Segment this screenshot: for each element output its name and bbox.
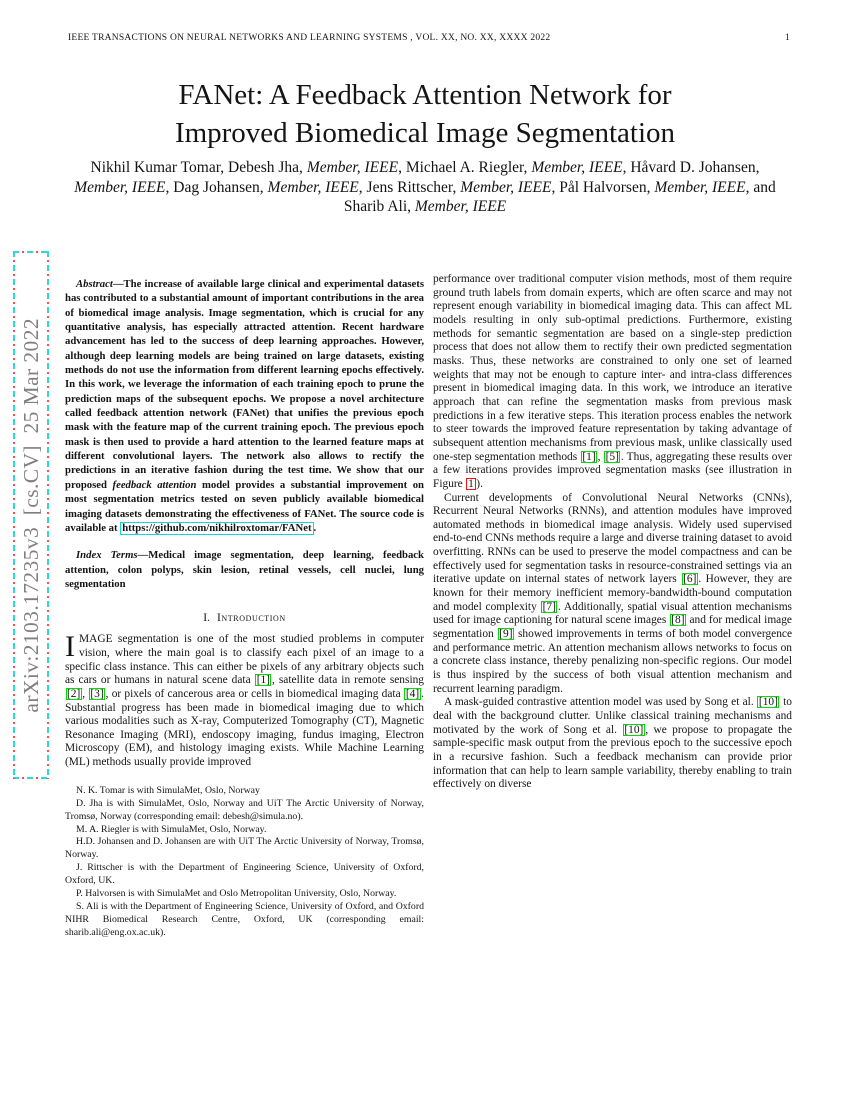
section-number: I. — [203, 611, 210, 625]
text-segment: . Additionally, spatial visual attention mechanisms used for image captioning for natural scene images — [433, 600, 792, 627]
text-segment: . — [313, 521, 317, 534]
italic-text: Member, IEEE — [414, 198, 507, 215]
figure-reference-link[interactable]: 1 — [468, 477, 474, 490]
text-segment: —Medical image segmentation, deep learning, feedback attention, colon polyps, skin lesion, retinal vessels, cell nuclei, lung segmentation — [65, 549, 424, 590]
italic-text: Member, IEEE — [267, 178, 359, 196]
source-code-url-link[interactable]: https://github.com/nikhilroxtomar/FANet — [122, 521, 312, 534]
author-line — [40, 158, 810, 178]
text-segment: , Jens Rittscher, — [358, 178, 461, 196]
index-terms-paragraph — [65, 548, 424, 591]
text-segment: Current developments of Convolutional Neural Networks (CNNs), Recurrent Neural Networks (RNNs), and attention modules have improved automated methods in biomedical image analysis. Widely used supervised end-to-end CNNs methods require a large and diverse training dataset to avoid overfitting. RNNs can be used to preserve the model compactness and can be effectively used for segmentation tasks in resource-constrained settings via an iterative update on internal states of network layers — [433, 491, 792, 586]
citation-link[interactable]: [2] — [67, 687, 81, 700]
column-right — [433, 273, 792, 940]
italic-text: Index Terms — [76, 549, 138, 562]
body-paragraph — [433, 492, 792, 697]
footnote: D. Jha is with SimulaMet, Oslo, Norway and UiT The Arctic University of Norway, Tromsø, Norway (corresponding email: debesh@simula.no). — [65, 797, 424, 822]
citation-link[interactable]: [1] — [256, 674, 270, 687]
drop-cap: I — [65, 630, 75, 664]
text-segment: , we propose to propagate the sample-specific mask output from the previous epoch to the successive epoch in a recursive fashion. Such a feedback mechanism can provide prior information that can help to learn sample variability, thereby enabling to train effectively on diverse — [433, 723, 792, 791]
text-segment: , satellite data in remote sensing — [271, 674, 424, 687]
footnote: P. Halvorsen is with SimulaMet and Oslo Metropolitan University, Oslo, Norway. — [76, 888, 397, 900]
arxiv-watermark[interactable] — [13, 251, 49, 779]
italic-text: feedback attention — [112, 478, 197, 491]
author-line — [40, 197, 810, 217]
running-header — [68, 33, 790, 43]
page-number: 1 — [785, 33, 790, 43]
italic-text: Member, IEEE — [74, 178, 166, 196]
intro-paragraph-text — [65, 630, 424, 769]
title-line-1: FANet: A Feedback Attention Network for — [178, 79, 672, 111]
text-segment: . Substantial progress has been made in biomedical imaging due to which various modalities such as X-ray, Computerized Tomography (CT), Magnetic Resonance Imaging (MRI), endoscopy imaging, fundus imaging, Electron Microscopy (EM), and histology imaging exists. While Machine Learning (ML) methods usually provide improved — [65, 687, 424, 769]
text-segment: , — [597, 450, 604, 463]
footnotes-block — [65, 785, 424, 940]
text-segment: A mask-guided contrastive attention model was used by Song et al. — [444, 696, 757, 709]
text-segment: and for medical image segmentation — [433, 614, 792, 641]
text-segment: to deal with the background clutter. Unlike classical training mechanisms and motivated by the work of Song et al. — [433, 696, 792, 736]
citation-link[interactable]: [10] — [758, 696, 778, 709]
footnote: M. A. Riegler is with SimulaMet, Oslo, Norway. — [76, 823, 267, 835]
text-segment: Nikhil Kumar Tomar, Debesh Jha, — [90, 159, 307, 176]
italic-text: Member, IEEE — [654, 178, 746, 196]
section-title: Introduction — [216, 611, 286, 625]
body-paragraph — [433, 696, 792, 792]
intro-paragraph — [65, 630, 424, 770]
author-line — [40, 178, 810, 198]
paper-title — [55, 76, 795, 152]
citation-link[interactable]: [8] — [671, 614, 685, 627]
text-segment: , and — [745, 178, 776, 196]
text-segment: , or pixels of cancerous area or cells in biomedical imaging data — [105, 687, 404, 700]
text-segment: , Håvard D. Johansen, — [622, 159, 760, 176]
footnote: N. K. Tomar is with SimulaMet, Oslo, Norway — [76, 784, 260, 796]
journal-line: IEEE TRANSACTIONS ON NEURAL NETWORKS AND LEARNING SYSTEMS , VOL. XX, NO. XX, XXXX 2022 — [68, 33, 551, 43]
citation-link[interactable]: [6] — [683, 573, 697, 586]
citation-link[interactable]: [10] — [624, 723, 644, 736]
text-segment: , Michael A. Riegler, — [398, 159, 532, 176]
italic-text: Abstract — [76, 278, 113, 290]
text-segment: , Dag Johansen, — [165, 178, 268, 196]
citation-link[interactable]: [5] — [605, 450, 619, 463]
text-segment: —The increase of available large clinical and experimental datasets has contributed to a substantial amount of important contributions in the area of biomedical image analysis. Image segmentation, which is crucial for any quantitative analysis, has especially attracted attention. Recent hardware advancement has led to the success of deep learning approaches. However, although deep learning models are being trained on large datasets, existing methods do not use the information from different learning epochs effectively. In this work, we leverage the information of each training epoch to prune the prediction maps of the subsequent epochs. We propose a novel architecture called feedback attention network (FANet) that unifies the previous epoch mask with the feature map of the current training epoch. The previous epoch mask is then used to provide a hard attention to the learned feature maps at different convolutional layers. The network also allows to rectify the predictions in an iterative fashion during the test time. We show that our proposed — [65, 278, 424, 491]
text-segment: MAGE segmentation is one of the most studied problems in computer vision, where the main goal is to classify each pixel of an image to a specific class instance. This can either be pixels of any arbitrary objects such as cars or humans in natural scene data — [65, 633, 424, 687]
text-segment: . However, they are known for their memory inefficient memory-bandwidth-bound computation and model complexity — [433, 573, 792, 613]
arxiv-watermark-text: arXiv:2103.17235v3 [cs.CV] 25 Mar 2022 — [18, 317, 43, 713]
italic-text: Member, IEEE — [306, 159, 399, 176]
footnote: J. Rittscher is with the Department of Engineering Science, University of Oxford, Oxford, UK. — [65, 862, 424, 887]
text-segment: ). — [476, 477, 483, 490]
abstract-paragraph — [65, 277, 424, 535]
citation-link[interactable]: [3] — [90, 687, 104, 700]
citation-link[interactable]: [4] — [405, 687, 420, 700]
two-column-body — [65, 273, 792, 940]
title-line-2: Improved Biomedical Image Segmentation — [174, 117, 676, 149]
text-segment: . Thus, aggregating these results over a few iterations provides improved segmentation masks (see illustration in Figure — [433, 450, 792, 490]
text-segment: model provides a substantial improvement on most segmentation metrics tested on seven publicly available biomedical imaging datasets demonstrating the effectiveness of FANet. The source code is available at — [65, 478, 424, 534]
body-paragraph — [433, 273, 792, 492]
citation-link[interactable]: [1] — [582, 450, 596, 463]
section-heading-introduction — [65, 611, 424, 624]
citation-link[interactable]: [7] — [542, 600, 556, 613]
text-segment: , Pål Halvorsen, — [551, 178, 655, 196]
citation-link[interactable]: [9] — [499, 628, 513, 641]
text-segment: Sharib Ali, — [343, 198, 415, 215]
text-segment: showed improvements in terms of both model convergence and performance metric. An attention mechanism allows networks to focus on a concrete class instance, thereby penalizing non-specific regions. Our model is thus inspired by the success of both visual attention mechanism and recurrent learning paradigm. — [433, 628, 792, 695]
authors-block — [40, 158, 810, 217]
footnote: S. Ali is with the Department of Engineering Science, University of Oxford, and Oxford NIHR Biomedical Research Centre, Oxford, UK (corresponding email: sharib.ali@eng.ox.ac.uk). — [65, 900, 424, 938]
text-segment: performance over traditional computer vision methods, most of them require ground truth labels from domain experts, which are often scarce and may not represent enough variability in biomedical imaging data. This can affect ML models resulting in only sub-optimal predictions. Furthermore, existing methods for semantic segmentation are based on a single-step prediction process that does not allow them to rectify their own predicted segmentation masks. Thus, these networks are constrained to only one set of learned weights that may not be enough to capture inter- and intra-class differences present in biomedical imaging data. In this work, we introduce an iterative approach that can refine the segmentation masks from previous mask predictions in a few iterative steps. This iteration process enables the network to steer towards the improved feature representation by taking advantage of subsequent attention mechanisms from previous mask, unlike classically used one-step segmentation methods — [433, 273, 792, 463]
column-left — [65, 273, 424, 940]
italic-text: Member, IEEE — [460, 178, 552, 196]
italic-text: Member, IEEE — [531, 159, 623, 176]
footnote: H.D. Johansen and D. Johansen are with UiT The Arctic University of Norway, Tromsø, Norway. — [65, 836, 424, 861]
text-segment: , — [82, 687, 89, 700]
